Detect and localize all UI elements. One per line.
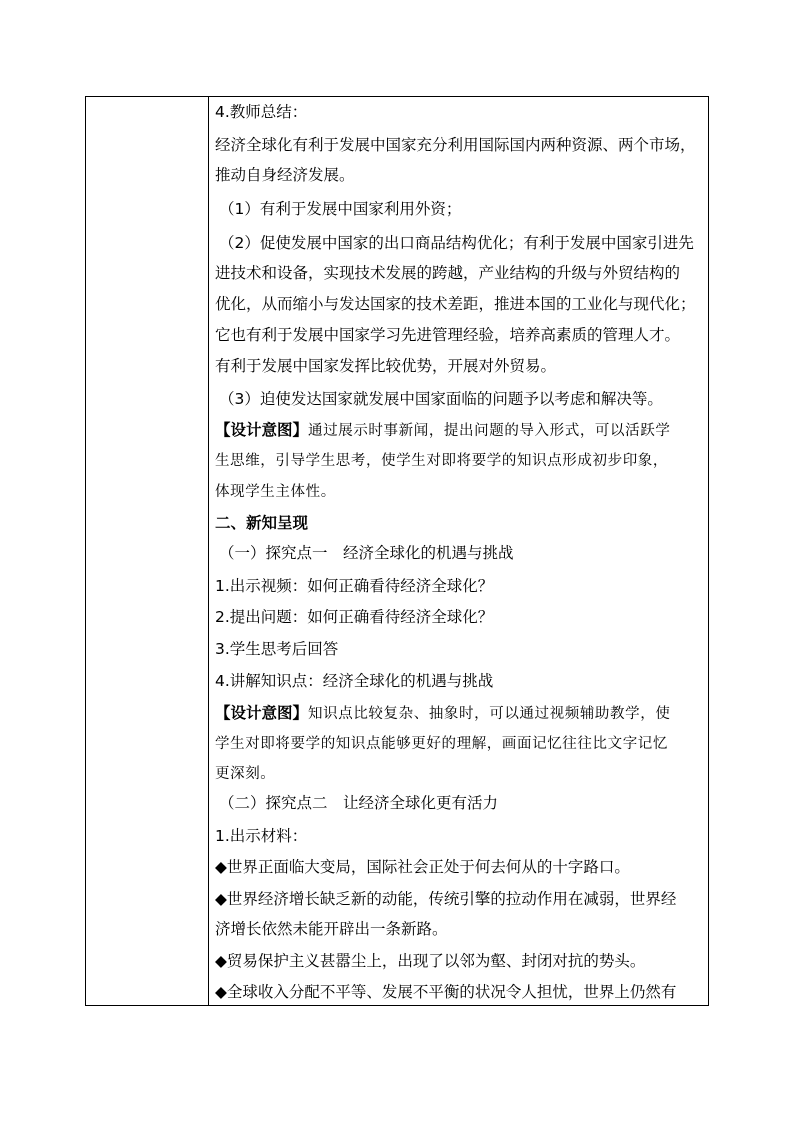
design-intent-line: 学生对即将要学的知识点能够更好的理解，画面记忆往往比文字记忆 — [215, 736, 668, 752]
paragraph-line: 它也有利于发展中国家学习先进管理经验，培养高素质的管理人才。 — [215, 326, 681, 344]
design-intent-line: 体现学生主体性。 — [215, 484, 336, 500]
lesson-table — [85, 96, 709, 1006]
paragraph-line: 优化，从而缩小与发达国家的技术差距，推进本国的工业化与现代化； — [215, 295, 696, 313]
paragraph-line: 济增长依然未能开辟出一条新路。 — [215, 920, 448, 938]
design-intent-text: 知识点比较复杂、抽象时，可以通过视频辅助教学，使 — [308, 706, 671, 722]
paragraph-line: 有利于发展中国家发挥比较优势，开展对外贸易。 — [215, 357, 557, 375]
bullet-item: ◆贸易保护主义甚嚣尘上，出现了以邻为壑、封闭对抗的势头。 — [215, 952, 646, 970]
step-line: 4.讲解知识点：经济全球化的机遇与挑战 — [215, 672, 494, 690]
design-intent-1 — [215, 420, 670, 441]
bullet-item: ◆世界经济增长缺乏新的动能，传统引擎的拉动作用在减弱，世界经 — [215, 890, 677, 908]
design-intent-text: 通过展示时事新闻，提出问题的导入形式，可以活跃学 — [308, 423, 671, 439]
subsection-heading-2: （二）探究点二 让经济全球化更有活力 — [219, 794, 499, 812]
design-intent-tag: 【设计意图】 — [215, 421, 309, 439]
section-heading: 二、新知呈现 — [215, 514, 309, 532]
step-line: 3.学生思考后回答 — [215, 640, 339, 658]
paragraph-line: 推动自身经济发展。 — [215, 166, 355, 184]
design-intent-line: 生思维，引导学生思考，使学生对即将要学的知识点形成初步印象， — [215, 453, 668, 469]
point-2: （2）促使发展中国家的出口商品结构优化；有利于发展中国家引进先 — [219, 234, 694, 252]
bullet-item: ◆世界正面临大变局，国际社会正处于何去何从的十字路口。 — [215, 858, 630, 876]
paragraph-line: 进技术和设备，实现技术发展的跨越，产业结构的升级与外贸结构的 — [215, 264, 681, 282]
design-intent-tag: 【设计意图】 — [215, 704, 309, 722]
design-intent-line: 更深刻。 — [215, 766, 276, 782]
design-intent-2 — [215, 703, 670, 724]
point-1: （1）有利于发展中国家利用外资； — [219, 200, 462, 218]
step-line: 1.出示视频：如何正确看待经济全球化？ — [215, 577, 494, 595]
step-line: 1.出示材料： — [215, 827, 308, 845]
paragraph-line: 经济全球化有利于发展中国家充分利用国际国内两种资源、两个市场， — [215, 136, 696, 154]
subsection-heading-1: （一）探究点一 经济全球化的机遇与挑战 — [219, 544, 514, 562]
teacher-summary-heading: 4.教师总结： — [215, 103, 308, 121]
step-line: 2.提出问题：如何正确看待经济全球化？ — [215, 608, 494, 626]
content-cell — [215, 99, 702, 1005]
bullet-item: ◆全球收入分配不平等、发展不平衡的状况令人担忧，世界上仍然有 — [215, 983, 677, 1001]
column-divider — [208, 97, 209, 1005]
point-3: （3）迫使发达国家就发展中国家面临的问题予以考虑和解决等。 — [219, 390, 663, 408]
